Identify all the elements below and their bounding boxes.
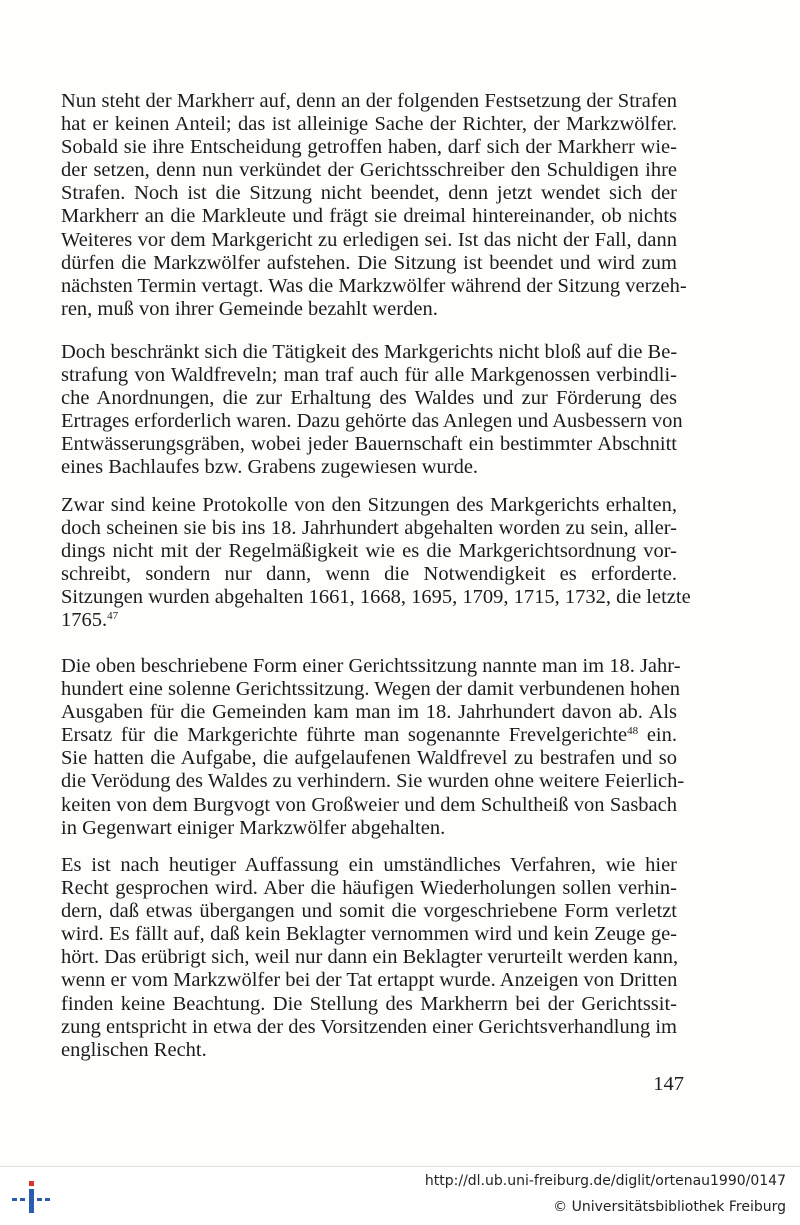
text-line: in Gegenwart einiger Markzwölfer abgehalten.: [61, 816, 446, 839]
text-line: Markherr an die Markleute und frägt sie dreimal hintereinander, ob nichts: [61, 205, 677, 228]
text-line: Zwar sind keine Protokolle von den Sitzungen des Markgerichts erhalten,: [61, 494, 677, 516]
line-text: Ersatz für die Markgerichte führte man sogenannte Frevelgerichte: [61, 724, 628, 747]
page-number: 147: [653, 1073, 684, 1095]
text-line: Nun steht der Markherr auf, denn an der folgenden Festsetzung der Strafen: [61, 90, 677, 112]
text-line: eines Bachlaufes bzw. Grabens zugewiesen wurde.: [61, 456, 479, 479]
text-line: dürfen die Markzwölfer aufstehen. Die Sitzung ist beendet und wird zum: [61, 251, 677, 274]
text-line: finden keine Beachtung. Die Stellung des Markherrn bei der Gerichtssit-: [61, 992, 677, 1015]
paragraph-3: [61, 494, 691, 633]
text-line: Die oben beschriebene Form einer Gerichtssitzung nannte man im 18. Jahr-: [61, 655, 681, 677]
text-line: Sitzungen wurden abgehalten 1661, 1668, 1695, 1709, 1715, 1732, die letzte: [61, 586, 691, 609]
paragraph-1: [61, 90, 687, 321]
text-line: [61, 609, 677, 632]
footnote-ref-47: 47: [107, 610, 119, 623]
text-line: dings nicht mit der Regelmäßigkeit wie es die Markgerichtsordnung vor-: [61, 540, 677, 563]
text-line: dern, daß etwas übergangen und somit die vorgeschriebene Form verletzt: [61, 900, 677, 923]
text-line: hat er keinen Anteil; das ist alleinige Sache der Richter, der Markzwölfer.: [61, 113, 677, 136]
text-line: Recht gesprochen wird. Aber die häufigen Wiederholungen sollen verhin-: [61, 877, 677, 900]
text-line: Strafen. Noch ist die Sitzung nicht beendet, denn jetzt wendet sich der: [61, 182, 677, 205]
line-text-tail: ein.: [638, 724, 677, 747]
text-line: hört. Das erübrigt sich, weil nur dann ein Beklagter verurteilt werden kann,: [61, 946, 679, 969]
text-line: che Anordnungen, die zur Erhaltung des Waldes und zur Förderung des: [61, 387, 677, 410]
text-line: hundert eine solenne Gerichtssitzung. Wegen der damit verbundenen hohen: [61, 678, 681, 701]
text-line: englischen Recht.: [61, 1038, 207, 1061]
permalink-link[interactable]: http://dl.ub.uni-freiburg.de/diglit/ortenau1990/0147: [424, 1173, 786, 1189]
text-line: Ausgaben für die Gemeinden kam man im 18. Jahrhundert davon ab. Als: [61, 701, 677, 724]
line-text: 1765.: [61, 609, 108, 632]
text-line: keiten von dem Burgvogt von Großweier und dem Schultheiß von Sasbach: [61, 793, 677, 816]
text-line: [61, 724, 677, 747]
text-line: Sie hatten die Aufgabe, die aufgelaufenen Waldfrevel zu bestrafen und so: [61, 747, 677, 770]
footer-bar: [0, 1166, 800, 1225]
text-line: der setzen, denn nun verkündet der Gerichtsschreiber den Schuldigen ihre: [61, 159, 677, 182]
text-line: die Verödung des Waldes zu verhindern. Sie wurden ohne weitere Feierlich-: [61, 770, 685, 793]
text-line: Doch beschränkt sich die Tätigkeit des Markgerichts nicht bloß auf die Be-: [61, 341, 678, 363]
text-line: ren, muß von ihrer Gemeinde bezahlt werden.: [61, 297, 438, 320]
text-line: Weiteres vor dem Markgericht zu erledigen sei. Ist das nicht der Fall, dann: [61, 228, 677, 251]
text-line: Es ist nach heutiger Auffassung ein umständliches Verfahren, wie hier: [61, 854, 677, 876]
copyright-notice: © Universitätsbibliothek Freiburg: [553, 1199, 786, 1215]
text-line: wenn er vom Markzwölfer bei der Tat ertappt wurde. Anzeigen von Dritten: [61, 969, 678, 992]
text-line: Entwässerungsgräben, wobei jeder Bauernschaft ein bestimmter Abschnitt: [61, 433, 677, 456]
text-line: Ertrages erforderlich waren. Dazu gehörte das Anlegen und Ausbessern von: [61, 410, 683, 433]
text-line: strafung von Waldfreveln; man traf auch für alle Markgenossen verbindli-: [61, 364, 677, 387]
paragraph-5: [61, 854, 677, 1062]
text-line: doch scheinen sie bis ins 18. Jahrhundert abgehalten worden zu sein, aller-: [61, 517, 677, 540]
paragraph-2: [61, 341, 683, 480]
text-line: nächsten Termin vertagt. Was die Markzwölfer während der Sitzung verzeh-: [61, 274, 687, 297]
paragraph-4: [61, 655, 685, 840]
footnote-ref-48: 48: [627, 725, 639, 738]
library-logo-icon: [10, 1179, 54, 1219]
text-line: zung entspricht in etwa der des Vorsitzenden einer Gerichtsverhandlung im: [61, 1015, 677, 1038]
text-line: schreibt, sondern nur dann, wenn die Notwendigkeit es erforderte.: [61, 563, 677, 586]
text-line: wird. Es fällt auf, daß kein Beklagter vernommen wird und kein Zeuge ge-: [61, 923, 677, 946]
text-line: Sobald sie ihre Entscheidung getroffen haben, darf sich der Markherr wie-: [61, 136, 677, 159]
